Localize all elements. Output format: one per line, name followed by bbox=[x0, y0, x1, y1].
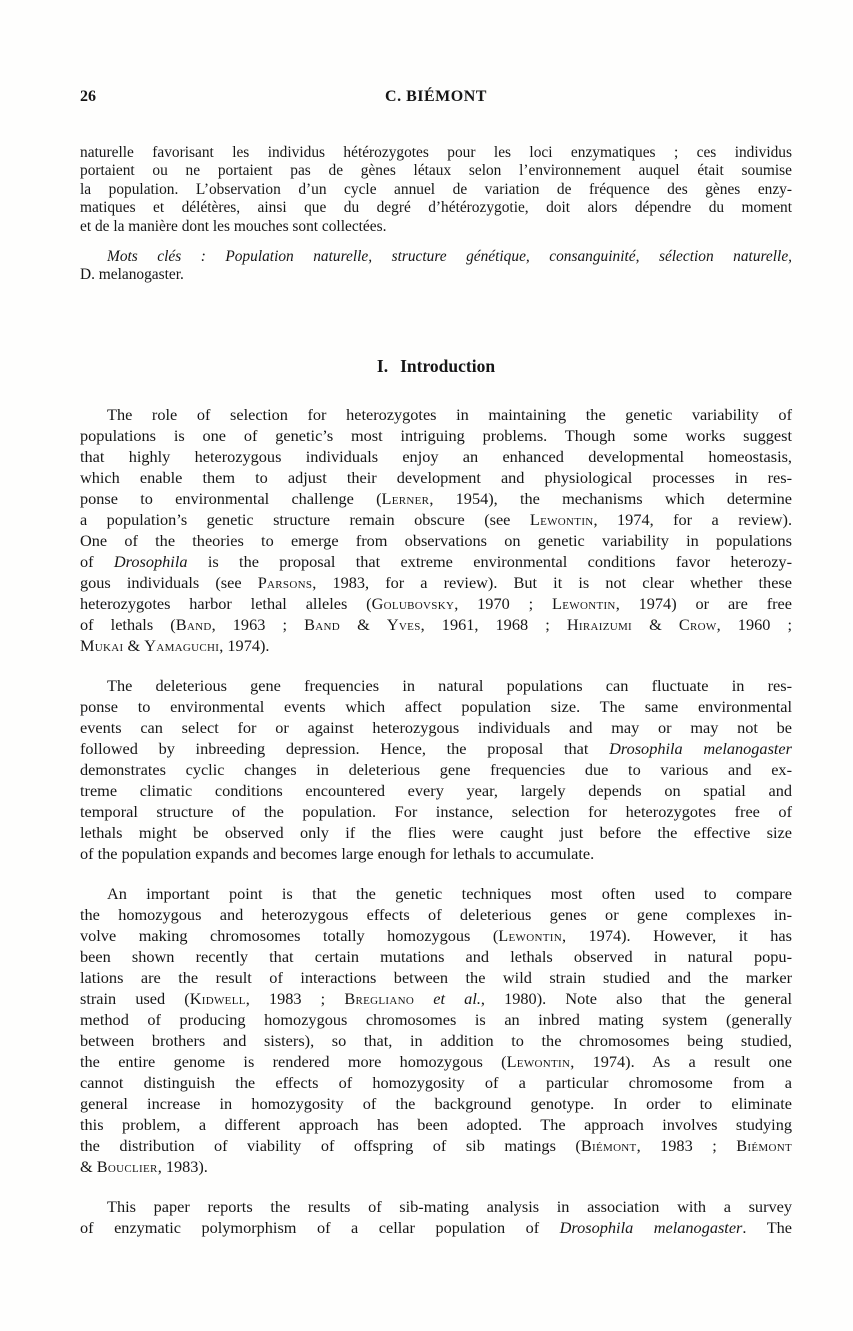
text-line bbox=[80, 551, 792, 572]
keywords-line bbox=[80, 248, 792, 285]
text-run: which enable them to adjust their development and physiological processes in res- bbox=[80, 467, 792, 487]
citation-author: Bregliano bbox=[344, 988, 415, 1008]
text-line bbox=[80, 1114, 792, 1135]
citation-author: Kidwell bbox=[189, 988, 246, 1008]
italic-text: Mots clés : Population naturelle, structure génétique, consanguinité, sélection naturelle, bbox=[107, 248, 792, 266]
citation-author: Hiraizumi bbox=[566, 614, 633, 634]
text-line bbox=[80, 446, 792, 467]
text-run: the distribution of viability of offspring of sib matings ( bbox=[80, 1135, 581, 1155]
text-run: of enzymatic polymorphism of a cellar population of bbox=[80, 1217, 560, 1237]
text-run: volve making chromosomes totally homozygous ( bbox=[80, 925, 499, 945]
text-run: D. melanogaster. bbox=[80, 266, 184, 284]
citation-author: Lerner bbox=[381, 488, 430, 508]
text-line bbox=[80, 717, 792, 738]
citation-author: Yves bbox=[386, 614, 421, 634]
text-line bbox=[80, 904, 792, 925]
text-run: portaient ou ne portaient pas de gènes létaux selon l’environnement auquel était soumise bbox=[80, 162, 792, 180]
text-run: the entire genome is rendered more homozygous ( bbox=[80, 1051, 507, 1071]
section-heading bbox=[80, 355, 792, 378]
text-line bbox=[80, 967, 792, 988]
text-line bbox=[80, 1156, 792, 1177]
text-line bbox=[80, 181, 792, 199]
text-run: gous individuals (see bbox=[80, 572, 258, 592]
citation-author: Band bbox=[175, 614, 212, 634]
text-run: One of the theories to emerge from observations on genetic variability in populations bbox=[80, 530, 792, 550]
text-run: & bbox=[80, 1156, 97, 1176]
citation-author: Yamaguchi bbox=[144, 635, 220, 655]
text-run: , 1960 ; bbox=[716, 614, 792, 634]
text-run: & bbox=[632, 614, 679, 634]
text-run: matiques et délétères, ainsi que du degré d’hétérozygotie, doit alors dépendre du moment bbox=[80, 199, 792, 217]
text-run: & bbox=[123, 635, 145, 655]
text-line bbox=[80, 759, 792, 780]
text-run: , 1983, for a review). But it is not clear whether these bbox=[312, 572, 792, 592]
text-run: , 1963 ; bbox=[211, 614, 305, 634]
section-title: Introduction bbox=[400, 355, 496, 376]
text-run: , 1983). bbox=[157, 1156, 208, 1176]
citation-author: Parsons bbox=[257, 572, 313, 592]
text-run: cannot distinguish the effects of homozygosity of a particular chromosome from a bbox=[80, 1072, 792, 1092]
text-line bbox=[80, 675, 792, 696]
paragraph bbox=[80, 883, 792, 1177]
text-run: , 1970 ; bbox=[454, 593, 553, 613]
text-line bbox=[80, 843, 792, 864]
text-run bbox=[414, 989, 433, 1008]
text-run: An important point is that the genetic techniques most often used to compare bbox=[107, 883, 792, 903]
text-run: , 1974) or are free bbox=[615, 593, 792, 613]
citation-author: Lewontin bbox=[498, 925, 562, 945]
text-run: of lethals ( bbox=[80, 614, 176, 634]
text-line bbox=[80, 780, 792, 801]
text-line bbox=[80, 946, 792, 967]
text-line bbox=[80, 404, 792, 425]
citation-author: Band bbox=[304, 614, 340, 634]
text-run: populations is one of genetic’s most intriguing problems. Though some works suggest bbox=[80, 425, 792, 445]
text-line bbox=[80, 425, 792, 446]
text-run: et de la manière dont les mouches sont collectées. bbox=[80, 217, 387, 235]
citation-author: Lewontin bbox=[506, 1051, 571, 1071]
text-line bbox=[80, 1009, 792, 1030]
text-line bbox=[80, 801, 792, 822]
text-run: , 1974, for a review). bbox=[593, 509, 793, 529]
text-run: la population. L’observation d’un cycle annuel de variation de fréquence des gènes enzy- bbox=[80, 180, 792, 198]
text-line bbox=[80, 1093, 792, 1114]
text-run: naturelle favorisant les individus hétérozygotes pour les loci enzymatiques ; ces individus bbox=[80, 144, 792, 161]
text-run: lethals might be observed only if the flies were caught just before the effective size bbox=[80, 822, 792, 842]
text-run: , 1974). However, it has bbox=[561, 925, 792, 945]
citation-author: Bouclier bbox=[96, 1156, 158, 1176]
text-run: of the population expands and becomes large enough for lethals to accumulate. bbox=[80, 843, 595, 863]
text-run: of bbox=[80, 551, 114, 571]
italic-text: Drosophila melanogaster bbox=[609, 738, 792, 758]
text-run: been shown recently that certain mutations and lethals observed in natural popu- bbox=[80, 946, 792, 966]
text-run: The deleterious gene frequencies in natural populations can fluctuate in res- bbox=[107, 675, 792, 695]
text-run: lations are the result of interactions between the wild strain studied and the marker bbox=[80, 967, 792, 987]
text-line bbox=[80, 1196, 792, 1217]
citation-author: Lewontin bbox=[529, 509, 594, 529]
text-run: general increase in homozygosity of the background genotype. In order to eliminate bbox=[80, 1093, 792, 1113]
paragraph bbox=[80, 1196, 792, 1238]
text-run: treme climatic conditions encountered every year, largely depends on spatial and bbox=[80, 780, 792, 800]
citation-author: Biémont bbox=[736, 1135, 792, 1155]
text-run: , 1954), the mechanisms which determine bbox=[429, 488, 792, 508]
text-line bbox=[80, 635, 792, 656]
text-line bbox=[80, 614, 792, 635]
text-run: a population’s genetic structure remain obscure (see bbox=[80, 509, 530, 529]
text-line bbox=[80, 738, 792, 759]
text-line bbox=[80, 488, 792, 509]
text-run: heterozygotes harbor lethal alleles ( bbox=[80, 593, 372, 613]
text-line bbox=[80, 218, 792, 236]
abstract-french-continuation bbox=[80, 144, 792, 236]
citation-author: Golubovsky bbox=[371, 593, 455, 613]
text-run: ponse to environmental events which affect population size. The same environmental bbox=[80, 696, 792, 716]
introduction-body bbox=[80, 404, 792, 1238]
text-run: this problem, a different approach has been adopted. The approach involves studying bbox=[80, 1114, 792, 1134]
text-run: This paper reports the results of sib-mating analysis in association with a survey bbox=[107, 1196, 792, 1216]
text-run: that highly heterozygous individuals enjoy an enhanced developmental homeostasis, bbox=[80, 446, 792, 466]
text-run: , 1983 ; bbox=[636, 1135, 737, 1155]
running-head: C. BIÉMONT bbox=[385, 88, 487, 105]
text-run: followed by inbreeding depression. Hence, the proposal that bbox=[80, 738, 610, 758]
text-run: & bbox=[340, 614, 387, 634]
text-line bbox=[80, 162, 792, 180]
text-line bbox=[80, 593, 792, 614]
text-line bbox=[80, 530, 792, 551]
text-line bbox=[80, 822, 792, 843]
citation-author: Mukai bbox=[80, 635, 124, 655]
text-line bbox=[80, 1051, 792, 1072]
text-line bbox=[80, 988, 792, 1009]
text-run: , 1974). As a result one bbox=[570, 1051, 793, 1071]
text-run: , 1983 ; bbox=[245, 988, 345, 1008]
citation-author: Crow bbox=[678, 614, 717, 634]
text-line bbox=[80, 883, 792, 904]
paragraph bbox=[80, 404, 792, 656]
text-run: , 1961, 1968 ; bbox=[420, 614, 567, 634]
page-number: 26 bbox=[80, 88, 96, 105]
text-run: method of producing homozygous chromosomes is an inbred mating system (generally bbox=[80, 1009, 792, 1029]
italic-text: et al. bbox=[433, 988, 481, 1008]
italic-text: Drosophila melanogaster bbox=[559, 1217, 743, 1237]
text-line bbox=[80, 1072, 792, 1093]
italic-text: Drosophila bbox=[113, 551, 188, 571]
text-line bbox=[80, 696, 792, 717]
text-run: is the proposal that extreme environmental conditions favor heterozy- bbox=[187, 551, 792, 571]
citation-author: Biémont bbox=[580, 1135, 637, 1155]
text-line bbox=[80, 266, 792, 284]
page-header bbox=[80, 88, 792, 108]
paragraph bbox=[80, 675, 792, 864]
text-line bbox=[80, 1135, 792, 1156]
text-run: The role of selection for heterozygotes in maintaining the genetic variability of bbox=[107, 404, 792, 424]
text-run: demonstrates cyclic changes in deleterious gene frequencies due to various and ex- bbox=[80, 759, 792, 779]
text-run: ponse to environmental challenge ( bbox=[80, 488, 382, 508]
text-run: , 1980). Note also that the general bbox=[480, 988, 793, 1008]
text-line bbox=[80, 509, 792, 530]
text-line bbox=[80, 144, 792, 162]
text-run: the homozygous and heterozygous effects of deleterious genes or gene complexes in- bbox=[80, 904, 792, 924]
text-line bbox=[80, 1217, 792, 1238]
text-run: temporal structure of the population. For instance, selection for heterozygotes free of bbox=[80, 801, 792, 821]
text-line bbox=[80, 572, 792, 593]
section-number: I. bbox=[376, 355, 389, 376]
text-line bbox=[80, 248, 792, 266]
text-run: strain used ( bbox=[80, 988, 190, 1008]
text-line bbox=[80, 925, 792, 946]
text-run: , 1974). bbox=[219, 635, 270, 655]
text-block bbox=[80, 0, 792, 1238]
text-line bbox=[80, 199, 792, 217]
text-run: between brothers and sisters), so that, in addition to the chromosomes being studied, bbox=[80, 1030, 792, 1050]
text-run: . The bbox=[742, 1217, 793, 1237]
text-run: events can select for or against heterozygous individuals and may or may not be bbox=[80, 717, 792, 737]
text-line bbox=[80, 1030, 792, 1051]
citation-author: Lewontin bbox=[552, 593, 616, 613]
text-line bbox=[80, 467, 792, 488]
